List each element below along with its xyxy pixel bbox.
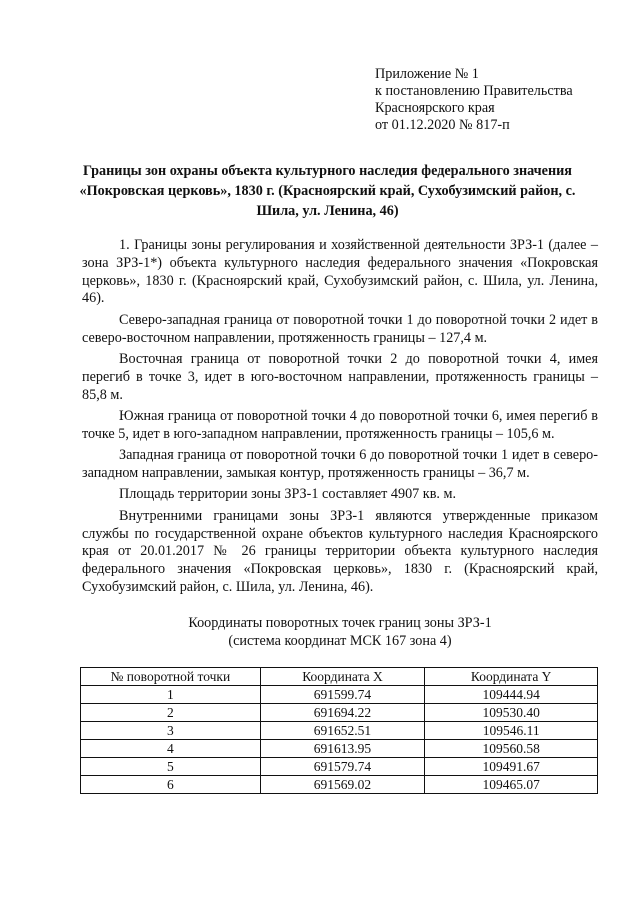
paragraph: Северо-западная граница от поворотной точки 1 до поворотной точки 2 идет в северо-восточном направлении, протяженность границы – 127,4 м. <box>82 311 598 346</box>
paragraph: Восточная граница от поворотной точки 2 до поворотной точки 4, имея перегиб в точке 3, идет в юго-восточном направлении, протяженность границы – 85,8 м. <box>82 350 598 403</box>
table-row <box>81 704 598 722</box>
table-cell: 691569.02 <box>260 776 425 794</box>
table-cell: 3 <box>81 722 261 740</box>
table-cell: 109546.11 <box>425 722 598 740</box>
table-row <box>81 686 598 704</box>
table-cell: 109491.67 <box>425 758 598 776</box>
table-title <box>82 614 598 650</box>
table-cell: 109530.40 <box>425 704 598 722</box>
document-title: Границы зон охраны объекта культурного наследия федерального значения «Покровская церковь», 1830 г. (Красноярский край, Сухобузимский район, с. Шила, ул. Ленина, 46) <box>79 163 576 219</box>
paragraph: Южная граница от поворотной точки 4 до поворотной точки 6, имея перегиб в точке 5, идет в юго-западном направлении, протяженность границы – 105,6 м. <box>82 407 598 442</box>
coordinates-table <box>80 667 598 794</box>
table-cell: 691613.95 <box>260 740 425 758</box>
table-title-line: Координаты поворотных точек границ зоны ЗРЗ-1 <box>188 615 492 631</box>
table-row <box>81 776 598 794</box>
column-header: Координата Y <box>425 668 598 686</box>
paragraph: 1. Границы зоны регулирования и хозяйственной деятельности ЗРЗ-1 (далее – зона ЗРЗ-1*) объекта культурного наследия федерального значения «Покровская церковь», 1830 г. (Красноярский край, Сухобузимский район, с. Шила, ул. Ленина, 46). <box>82 237 598 307</box>
table-row <box>81 740 598 758</box>
appendix-line: от 01.12.2020 № 817-п <box>375 117 510 133</box>
table-cell: 5 <box>81 758 261 776</box>
table-cell: 1 <box>81 686 261 704</box>
paragraph: Площадь территории зоны ЗРЗ-1 составляет 4907 кв. м. <box>119 486 457 503</box>
appendix-header <box>375 66 573 134</box>
table-cell: 691599.74 <box>260 686 425 704</box>
table-cell: 691579.74 <box>260 758 425 776</box>
appendix-line: Красноярского края <box>375 100 495 116</box>
paragraph: Западная граница от поворотной точки 6 до поворотной точки 1 идет в северо-западном направлении, замыкая контур, протяженность границы – 36,7 м. <box>82 447 598 481</box>
table-header-row <box>81 668 598 686</box>
table-row <box>81 758 598 776</box>
appendix-line: к постановлению Правительства <box>375 83 573 99</box>
appendix-line: Приложение № 1 <box>375 66 479 82</box>
table-cell: 109465.07 <box>425 776 598 794</box>
table-cell: 691652.51 <box>260 722 425 740</box>
table-cell: 4 <box>81 740 261 758</box>
table-cell: 6 <box>81 776 261 794</box>
table-title-line: (система координат МСК 167 зона 4) <box>228 633 452 649</box>
paragraph: Внутренними границами зоны ЗРЗ-1 являются утвержденные приказом службы по государственной охране объектов культурного наследия Красноярского края от 20.01.2017 № 26 границы территории объекта культурного наследия федерального значения «Покровская церковь», 1830 г. (Красноярский край, Сухобузимский район, с. Шила, ул. Ленина, 46). <box>82 507 598 595</box>
table-cell: 109444.94 <box>425 686 598 704</box>
table-cell: 2 <box>81 704 261 722</box>
table-cell: 109560.58 <box>425 740 598 758</box>
table-row <box>81 722 598 740</box>
column-header: № поворотной точки <box>81 668 261 686</box>
table-cell: 691694.22 <box>260 704 425 722</box>
body-text <box>82 237 598 600</box>
column-header: Координата X <box>260 668 425 686</box>
